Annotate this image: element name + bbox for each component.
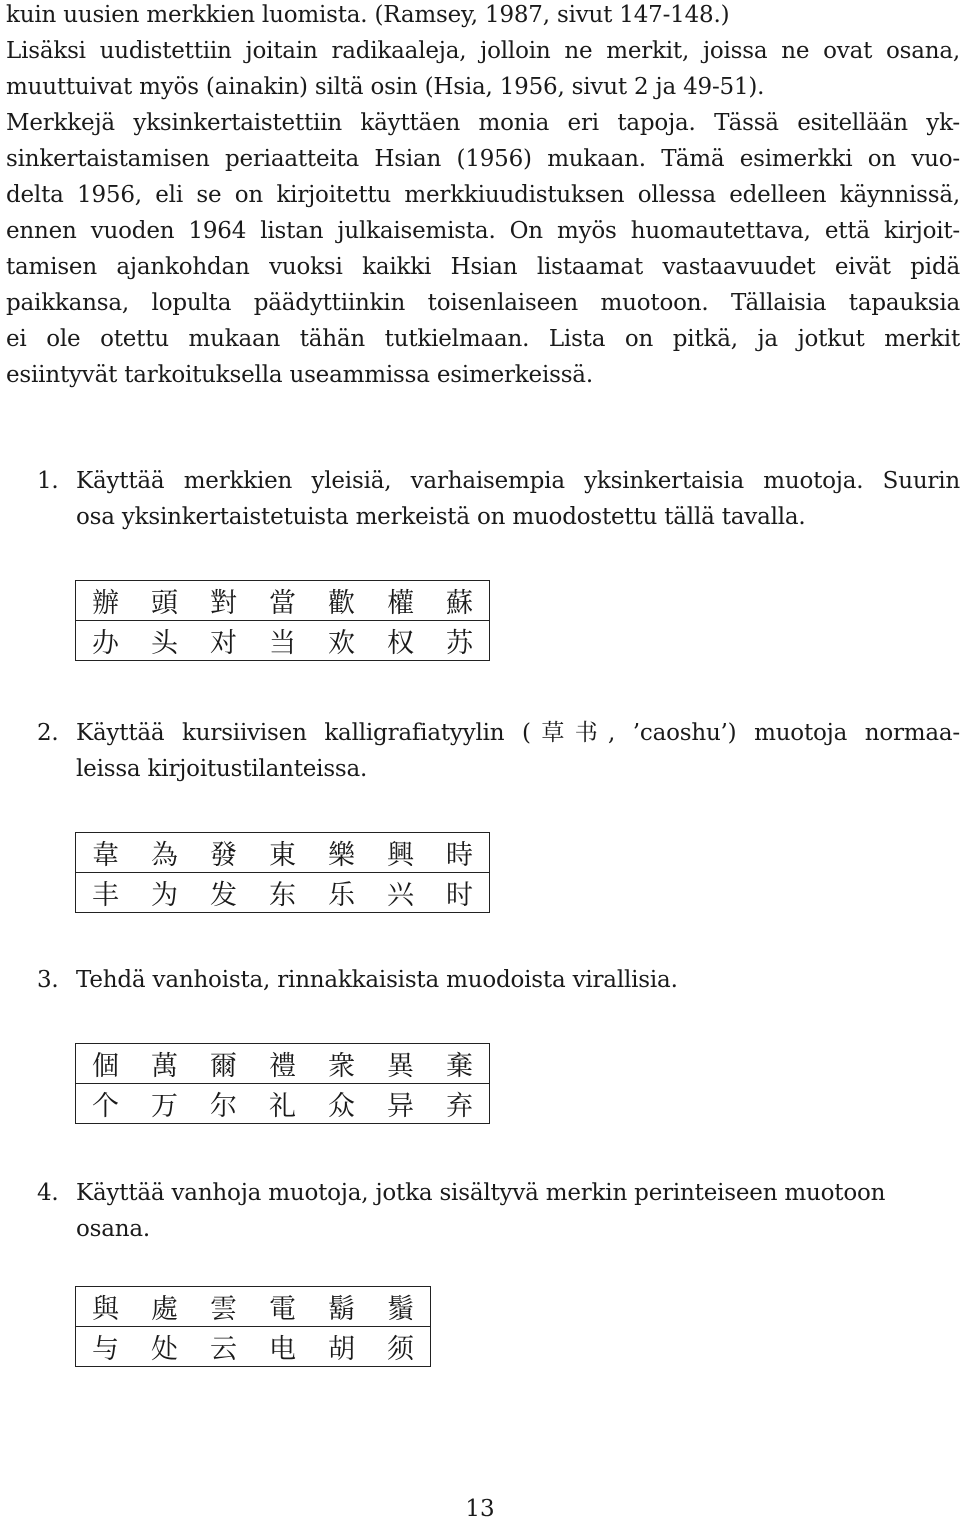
traditional-char: 雲 <box>194 1287 253 1327</box>
traditional-char: 歡 <box>312 581 371 621</box>
simplified-char: 个 <box>92 1091 119 1122</box>
traditional-char: 頭 <box>135 581 194 621</box>
simplified-char: 欢 <box>328 628 355 659</box>
text-line: Merkkejä yksinkertaistettiin käyttäen monia eri tapoja. Tässä esitellään yk- <box>6 110 960 136</box>
text-line: esiintyvät tarkoituksella useammissa esimerkeissä. <box>6 362 593 388</box>
item-number: 1. <box>37 468 59 494</box>
simplified-row <box>76 873 490 913</box>
item-number: 3. <box>37 967 59 993</box>
text-line: osa yksinkertaistetuista merkeistä on muodostettu tällä tavalla. <box>76 504 806 530</box>
simplified-row <box>76 1084 490 1124</box>
text-line: Käyttää merkkien yleisiä, varhaisempia yksinkertaisia muotoja. Suurin <box>76 468 960 494</box>
traditional-char: 韋 <box>76 833 136 873</box>
simplified-char: 对 <box>210 628 237 659</box>
simplified-char: 众 <box>328 1091 355 1122</box>
simplified-char: 乐 <box>328 880 355 911</box>
traditional-char: 東 <box>253 833 312 873</box>
traditional-char: 萬 <box>135 1044 194 1084</box>
traditional-char: 鬚 <box>371 1287 431 1327</box>
text-line: Tehdä vanhoista, rinnakkaisista muodoista virallisia. <box>76 967 678 993</box>
simplified-char: 胡 <box>328 1334 355 1365</box>
traditional-char: 為 <box>135 833 194 873</box>
text-line: Käyttää kursiivisen kalligrafiatyylin (草书, ’caoshu’) muotoja normaa- <box>76 720 960 746</box>
traditional-char: 辦 <box>76 581 136 621</box>
traditional-char: 禮 <box>253 1044 312 1084</box>
simplified-char: 弃 <box>446 1091 473 1122</box>
simplified-char: 尔 <box>210 1091 237 1122</box>
simplified-char: 兴 <box>387 880 414 911</box>
character-table <box>75 580 490 661</box>
text-line: Lisäksi uudistettiin joitain radikaaleja, jolloin ne merkit, joissa ne ovat osana, <box>6 38 960 64</box>
simplified-char: 东 <box>269 880 296 911</box>
traditional-row <box>76 1044 490 1084</box>
traditional-char: 權 <box>371 581 430 621</box>
simplified-char: 万 <box>151 1091 178 1122</box>
character-table <box>75 1043 490 1124</box>
simplified-char: 处 <box>151 1334 178 1365</box>
text-line: leissa kirjoitustilanteissa. <box>76 756 368 782</box>
text-line: kuin uusien merkkien luomista. (Ramsey, 1987, sivut 147-148.) <box>6 2 730 28</box>
simplified-char: 礼 <box>269 1091 296 1122</box>
item-number: 4. <box>37 1180 59 1206</box>
traditional-char: 處 <box>135 1287 194 1327</box>
text-line: osana. <box>76 1216 150 1242</box>
character-table <box>75 1286 431 1367</box>
simplified-char: 苏 <box>446 628 473 659</box>
simplified-char: 与 <box>92 1334 119 1365</box>
simplified-row <box>76 1327 431 1367</box>
character-table <box>75 832 490 913</box>
simplified-char: 为 <box>151 880 178 911</box>
traditional-char: 異 <box>371 1044 430 1084</box>
simplified-char: 云 <box>210 1334 237 1365</box>
traditional-char: 對 <box>194 581 253 621</box>
traditional-char: 時 <box>430 833 490 873</box>
traditional-char: 電 <box>253 1287 312 1327</box>
text-line: ei ole otettu mukaan tähän tutkielmaan. Lista on pitkä, ja jotkut merkit <box>6 326 960 352</box>
simplified-char: 时 <box>446 880 473 911</box>
traditional-char: 與 <box>76 1287 136 1327</box>
simplified-char: 头 <box>151 628 178 659</box>
text-line: paikkansa, lopulta päädyttiinkin toisenlaiseen muotoon. Tällaisia tapauksia <box>6 290 960 316</box>
traditional-row <box>76 1287 431 1327</box>
simplified-char: 丰 <box>92 880 119 911</box>
item-number: 2. <box>37 720 59 746</box>
traditional-char: 爾 <box>194 1044 253 1084</box>
traditional-row <box>76 581 490 621</box>
traditional-row <box>76 833 490 873</box>
text-line: sinkertaistamisen periaatteita Hsian (1956) mukaan. Tämä esimerkki on vuo- <box>6 146 960 172</box>
text-line: ennen vuoden 1964 listan julkaisemista. On myös huomautettava, että kirjoit- <box>6 218 960 244</box>
traditional-char: 衆 <box>312 1044 371 1084</box>
text-line: delta 1956, eli se on kirjoitettu merkkiuudistuksen ollessa edelleen käynnissä, <box>6 182 960 208</box>
simplified-char: 当 <box>269 628 296 659</box>
text-line: Käyttää vanhoja muotoja, jotka sisältyvä merkin perinteiseen muotoon <box>76 1180 886 1206</box>
text-line: muuttuivat myös (ainakin) siltä osin (Hsia, 1956, sivut 2 ja 49-51). <box>6 74 765 100</box>
simplified-char: 权 <box>387 628 414 659</box>
traditional-char: 樂 <box>312 833 371 873</box>
simplified-char: 办 <box>92 628 119 659</box>
simplified-char: 电 <box>269 1334 296 1365</box>
traditional-char: 鬍 <box>312 1287 371 1327</box>
simplified-char: 须 <box>387 1334 414 1365</box>
simplified-row <box>76 621 490 661</box>
page-number: 13 <box>465 1496 495 1522</box>
traditional-char: 蘇 <box>430 581 490 621</box>
traditional-char: 棄 <box>430 1044 490 1084</box>
simplified-char: 发 <box>210 880 237 911</box>
traditional-char: 當 <box>253 581 312 621</box>
text-line: tamisen ajankohdan vuoksi kaikki Hsian listaamat vastaavuudet eivät pidä <box>6 254 960 280</box>
simplified-char: 异 <box>387 1091 414 1122</box>
intro-paragraph <box>6 0 960 393</box>
traditional-char: 個 <box>76 1044 136 1084</box>
traditional-char: 發 <box>194 833 253 873</box>
traditional-char: 興 <box>371 833 430 873</box>
